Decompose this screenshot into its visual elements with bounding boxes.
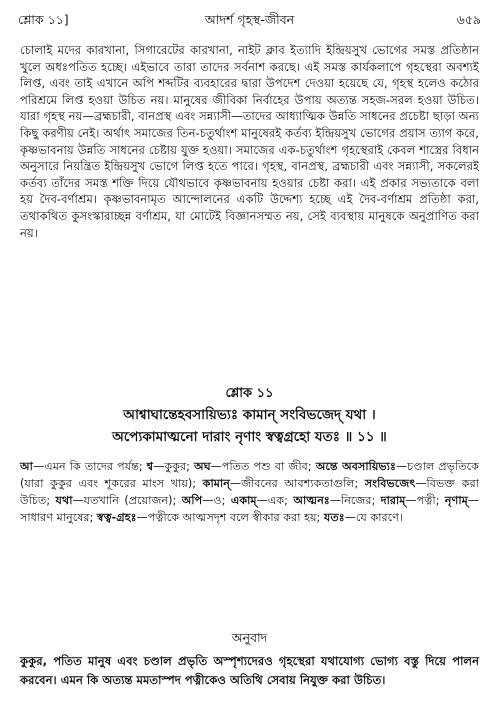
- synonym-entry: কামান্—জীবনের আবশ্যকতাগুলি;: [202, 477, 365, 490]
- verse-reference: শ্লোক ১১]: [18, 12, 69, 27]
- synonym-entry: স্বত্ব-গ্রহঃ—পত্নীকে আত্মসদৃশ বলে স্বীকার করা হয়;: [96, 511, 324, 524]
- synonym-entry: শ্ব—কুকুর;: [146, 460, 195, 473]
- verse-label: শ্লোক ১১: [225, 386, 274, 401]
- synonym-entry: আত্মনঃ—নিজের;: [293, 494, 381, 507]
- synonym-entry: যতঃ—যে কারণে।: [323, 511, 403, 524]
- verse-line-1: আশ্বাঘান্তেহবসায়িভ্যঃ কামান্ সংবিভজেদ্ যথা ।: [123, 407, 376, 423]
- page-number: ৬৫৯: [456, 12, 481, 27]
- page-header: [18, 12, 481, 34]
- purport-paragraph: চোলাই মদের কারখানা, সিগারেটের কারখানা, নাইট ক্লাব ইত্যাদি ইন্দ্রিয়সুখ ভোগের সমস্ত প্রতিষ্ঠান খুলে অধঃপতিত হচ্ছে। এইভাবে তারা তাদের সর্বনাশ করছে। এই সমস্ত কার্যকলাপে গৃহস্থেরা অবশ্যই লিপ্ত, এবং তাই এখানে অপি শব্দটির ব্যবহারের দ্বারা উপদেশ দেওয়া হয়েছে যে, গৃহস্থ হলেও কঠোর পরিশ্রমে লিপ্ত হওয়া উচিত নয়। মানুষের জীবিকা নির্বাহের উপায় অত্যন্ত সহজ-সরল হওয়া উচিত। যারা গৃহস্থ নয়—ব্রহ্মচারী, বানপ্রস্থ এবং সন্ন্যাসী—তাদের আধ্যাত্মিক উন্নতি সাধনের প্রচেষ্টা ছাড়া অন্য কিছু করণীয় নেই। অর্থাৎ সমাজের তিন-চতুর্থাংশ মানুষেরই কর্তব্য ইন্দ্রিয়সুখ ভোগের প্রয়াস ত্যাগ করে, কৃষ্ণভাবনায় উন্নতি সাধনের চেষ্টায় যুক্ত হওয়া। সমাজের এক-চতুর্থাংশ গৃহস্থেরাই কেবল শাস্ত্রের বিধান অনুসারে নিয়ন্ত্রিত ইন্দ্রিয়সুখ ভোগে লিপ্ত হতে পারে। গৃহস্থ, বানপ্রস্থ, ব্রহ্মচারী এবং সন্ন্যাসী, সকলেরই কর্তব্য তাঁদের সমস্ত শক্তি দিয়ে যৌথভাবে কৃষ্ণভাবনায় হওয়ার চেষ্টা করা। এই প্রকার সভ্যতাকে বলা হয় দৈব-বর্ণাশ্রম। কৃষ্ণভাবনামৃত আন্দোলনের একটি উদ্দেশ্য হচ্ছে এই দৈব-বর্ণাশ্রম প্রতিষ্ঠা করা, তথাকথিত কুসংস্কারাচ্ছন্ন বর্ণাশ্রম, যা মোটেই বিজ্ঞানসম্মত নয়, সেই ব্যবস্থায় মানুষকে অনুপ্রাণিত করা নয়।: [20, 43, 479, 240]
- verse-line-2: অপ্যেকামাত্মনো দারাং নৃণাং স্বত্বগ্রহো যতঃ ॥ ১১ ॥: [112, 429, 387, 445]
- verse-block: [20, 384, 479, 448]
- synonym-entry: অন্তে অবসায়িভ্যঃ—চণ্ডাল প্রভৃতিকে (যারা কুকুর এবং শূকরের মাংস খায়);: [20, 460, 479, 490]
- synonym-entry: অপি—ও;: [181, 494, 231, 507]
- synonym-entry: আ—এমন কি তাদের পর্যন্ত;: [20, 460, 147, 473]
- synonym-entry: নৃণাম্—সাধারণ মানুষের;: [20, 494, 479, 524]
- running-title: আদর্শ গৃহস্থ-জীবন: [204, 12, 295, 27]
- translation-heading: অনুবাদ: [231, 630, 268, 645]
- synonyms-paragraph: [20, 458, 479, 526]
- translation-paragraph: কুকুর, পতিত মানুষ এবং চণ্ডাল প্রভৃতি অস্পৃশ্যদেরও গৃহস্থেরা যথাযোগ্য ভোগ্য বস্তু দিয়ে পালন করবেন। এমন কি অত্যন্ত মমতাস্পদ পত্নীকেও অতিথি সেবায় নিযুক্ত করা উচিত।: [20, 654, 479, 687]
- synonym-entry: একাম্—এক;: [230, 494, 294, 507]
- synonym-entry: যথা—যতখানি (প্রয়োজন);: [55, 494, 182, 507]
- synonym-entry: অঘ—পতিত পশু বা জীব;: [194, 460, 316, 473]
- synonym-entry: দারাম্—পত্নী;: [380, 494, 445, 507]
- synonym-entry: সংবিভজেৎ—বিভক্ত করা উচিত;: [20, 477, 479, 507]
